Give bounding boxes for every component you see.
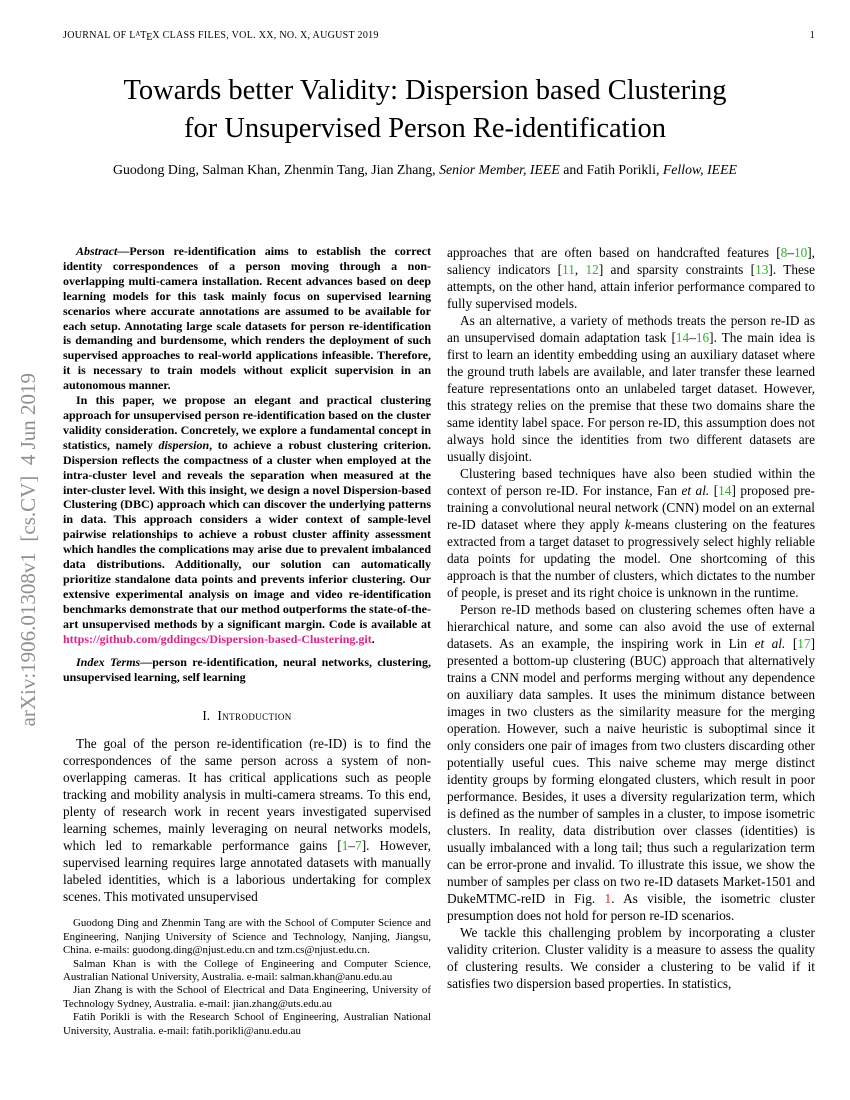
abstract-lead: Abstract [76, 244, 118, 258]
text-segment: , [574, 262, 586, 277]
citation-link[interactable]: 17 [797, 636, 811, 651]
text-segment: As an alternative, a variety of methods treats the person re-ID as an unsupervised domain adaptation task [ [447, 313, 815, 345]
left-column [63, 244, 431, 1038]
text-segment: approaches that are often based on handcrafted features [ [447, 245, 781, 260]
citation-link[interactable]: 16 [695, 330, 710, 345]
journal-name [63, 30, 379, 43]
citation-link[interactable]: 1 [341, 838, 349, 854]
text-segment: et al. [681, 483, 710, 498]
text-segment: [ [785, 636, 798, 651]
body-paragraph-continuation [447, 244, 815, 312]
figure-ref-link[interactable]: 1 [604, 891, 612, 906]
text-segment: , to achieve a robust clustering criterion. Dispersion reflects the compactness of a cluster when employed at the intra-cluster level and reveals the separation when measured at the inter-cluster level. With this insight, we design a novel Dispersion-based Clustering (DBC) approach which can discover the underlying patterns in data. This approach considers a wider context of sample-level pairwise relationships to achieve a robust cluster affinity assessment which handles the complications may arise due to prevalent imbalanced data distributions. Additionally, our solution can automatically prioritize standalone data points and prevents inferior clustering. Our extensive experimental analysis on image and video re-identification benchmarks demonstrate that our method outperforms the state-of-the-art unsupervised methods by a significant margin. Code is available at [63, 437, 431, 631]
footnote-affiliation-2: Salman Khan is with the College of Engineering and Computer Science, Australian National University, Australia. e-mail: salman.khan@anu.edu.au [63, 957, 431, 983]
text-segment: – [787, 245, 794, 260]
text-segment: [ [709, 483, 719, 498]
text-segment: . [371, 631, 375, 646]
text-segment: E [146, 31, 153, 43]
footnote-affiliation-1: Guodong Ding and Zhenmin Tang are with the School of Computer Science and Engineering, Nanjing University of Science and Technology, Nanjing, Jiangsu, China. e-mails: guodong.ding@njust.edu.cn and tzm.cs@njust.edu.cn. [63, 917, 431, 957]
citation-link[interactable]: 12 [585, 262, 599, 277]
citation-link[interactable]: 8 [780, 245, 788, 260]
text-segment: JOURNAL OF L [63, 30, 136, 41]
text-segment: ]. The main idea is first to learn an identity embedding using an auxiliary dataset where the ground truth labels are available, and later transfer these learned feature representations onto an unlabeled target dataset. However, this strategy relies on the premise that these two domains share the same identity label space. For person re-ID, this assumption does not always hold since the identities from two different datasets are usually disjoint. [447, 330, 815, 464]
text-segment: ] presented a bottom-up clustering (BUC) approach that alternatively trains a CNN model and performs merging without any dependence on auxiliary data samples. It uses the minimum distance between images in two clusters as the similarity measure for the merging operation. However, such a naive heuristic is suboptimal since it only considers one pair of images from two clusters discarding other potentially useful cues. This naive scheme may merge distinct identity groups by forming elongated clusters, which result in poor performance. Besides, it uses a diversity regularization term, which is defined as the number of samples in a cluster, to impose isometric clusters. In reality, data distribution over classes (identities) is usually imbalanced with a long tail; thus such a regularization term can be error-prone and invalid. To illustrate this issue, we show the number of samples per class on two re-ID datasets Market-1501 and DukeMTMC-reID in Fig. [447, 636, 815, 906]
citation-link[interactable]: 14 [718, 483, 732, 498]
paper-title-line1: Towards better Validity: Dispersion based Clustering [123, 75, 727, 106]
body-paragraph-clustering-techniques [447, 465, 815, 601]
text-segment: – [689, 330, 696, 345]
section-title: Introduction [217, 708, 292, 724]
text-segment: In this paper, we propose an elegant and practical clustering approach for unsupervised person re-identification based on the cluster validity consideration. Concretely, we explore a fundamental concept in statistics, namely [63, 393, 431, 452]
text-segment: X CLASS FILES, VOL. XX, NO. X, AUGUST 2019 [152, 30, 379, 41]
author-footnotes [63, 917, 431, 1038]
text-segment: ]. These attempts, on the other hand, attain inferior performance compared to fully supervised models. [447, 262, 815, 311]
citation-link[interactable]: 11 [562, 262, 575, 277]
citation-link[interactable]: 13 [755, 262, 769, 277]
body-paragraph-domain-adaptation [447, 312, 815, 465]
citation-link[interactable]: 7 [355, 838, 362, 854]
text-segment: A [135, 31, 141, 39]
paper-title-line2: for Unsupervised Person Re-identification [183, 113, 666, 144]
index-terms [63, 655, 431, 685]
running-header [63, 30, 815, 43]
index-terms-lead: Index Terms [76, 655, 141, 670]
text-segment: dispersion [158, 437, 210, 452]
url-link[interactable]: https://github.com/gddingcs/Dispersion-based-Clustering.git [63, 631, 372, 646]
abstract-text-1 [63, 244, 431, 392]
text-segment: —Person re-identification aims to establish the correct identity correspondences of a person moving through a non-overlapping multi-camera installation. Recent advances based on deep learning models for this task mainly focus on supervised learning scenarios where accurate annotations are assumed to be available for each setup. Annotating large scale datasets for person re-identification is demanding and burdensome, which renders the deployment of such supervised approaches to real-world applications infeasible. Therefore, it is necessary to train models without explicit supervision in an autonomous manner. [63, 244, 431, 393]
section-heading-introduction [63, 707, 431, 724]
body-paragraph-cluster-validity [447, 924, 815, 992]
abstract [63, 244, 431, 646]
arxiv-watermark-text: arXiv:1906.01308v1 [cs.CV] 4 Jun 2019 [16, 373, 40, 727]
text-segment: T [140, 30, 147, 41]
citation-link[interactable]: 10 [793, 245, 808, 260]
abstract-paragraph-1 [63, 244, 431, 393]
text-segment: . As visible, the isometric cluster presumption does not hold for person re-ID scenarios. [447, 891, 815, 923]
text-segment: ]. However, supervised learning requires large annotated datasets with manually labeled identities, which is a laborious undertaking for complex scenes. This motivated unsupervised [63, 838, 431, 905]
intro-paragraph-1 [63, 735, 431, 905]
text-segment: and Fatih Porikli, [559, 162, 663, 177]
text-segment: The goal of the person re-identification (re-ID) is to find the correspondences of the same person across a system of non-overlapping cameras. It has critical applications such as people tracking and mobility analysis in multi-camera streams. To this end, plenty of research work in recent years investigated supervised learning schemes, mainly leveraging on neural networks models, which led to remarkable performance gains [ [63, 736, 431, 854]
text-segment: Guodong Ding, Salman Khan, Zhenmin Tang, Jian Zhang, [113, 162, 440, 177]
text-segment: ], saliency indicators [ [447, 245, 815, 277]
index-terms-text: —person re-identification, neural networks, clustering, unsupervised learning, self learning [63, 655, 431, 685]
right-column [447, 244, 815, 1038]
text-segment: We tackle this challenging problem by incorporating a cluster validity criterion. Cluster validity is a measure to assess the quality of clustering results. We consider a clustering to be valid if it satisfies two dispersion based properties. In statistics, [447, 925, 815, 991]
footnote-affiliation-4: Fatih Porikli is with the Research School of Engineering, Australian National University, Australia. e-mail: fatih.porikli@anu.edu.au [63, 1011, 431, 1037]
text-segment: k [624, 517, 631, 532]
text-segment: Fellow, IEEE [662, 162, 737, 177]
footnote-affiliation-3: Jian Zhang is with the School of Electrical and Data Engineering, University of Technology Sydney, Australia. e-mail: jian.zhang@uts.edu.au [63, 984, 431, 1010]
citation-link[interactable]: 14 [675, 330, 690, 345]
author-line [40, 162, 810, 178]
paper-title [40, 72, 810, 148]
page-number: 1 [809, 30, 815, 41]
text-segment: – [348, 838, 356, 854]
text-segment: Person re-ID methods based on clustering schemes often have a hierarchical nature, and some can also avoid the use of external datasets. As an example, the inspiring work in Lin [447, 602, 815, 651]
body-paragraph-hierarchical-buc [447, 601, 815, 924]
text-segment: ] proposed pre-training a convolutional neural network (CNN) model on an external re-ID dataset where they apply [447, 483, 815, 532]
text-segment: ] and sparsity constraints [ [598, 262, 756, 277]
abstract-paragraph-2 [63, 393, 431, 646]
text-segment: et al. [754, 636, 786, 651]
text-segment: Clustering based techniques have also been studied within the context of person re-ID. For instance, Fan [447, 466, 815, 498]
text-segment: -means clustering on the features extracted from a target dataset to progressively select highly reliable data points for updating the model. One shortcoming of this approach is that the number of clusters, which dictates to the number of people, is preset and its right choice is unknown in the runtime. [447, 517, 816, 600]
two-column-body [63, 244, 815, 1038]
text-segment: Senior Member, IEEE [439, 162, 560, 177]
section-number: I. [202, 708, 211, 724]
